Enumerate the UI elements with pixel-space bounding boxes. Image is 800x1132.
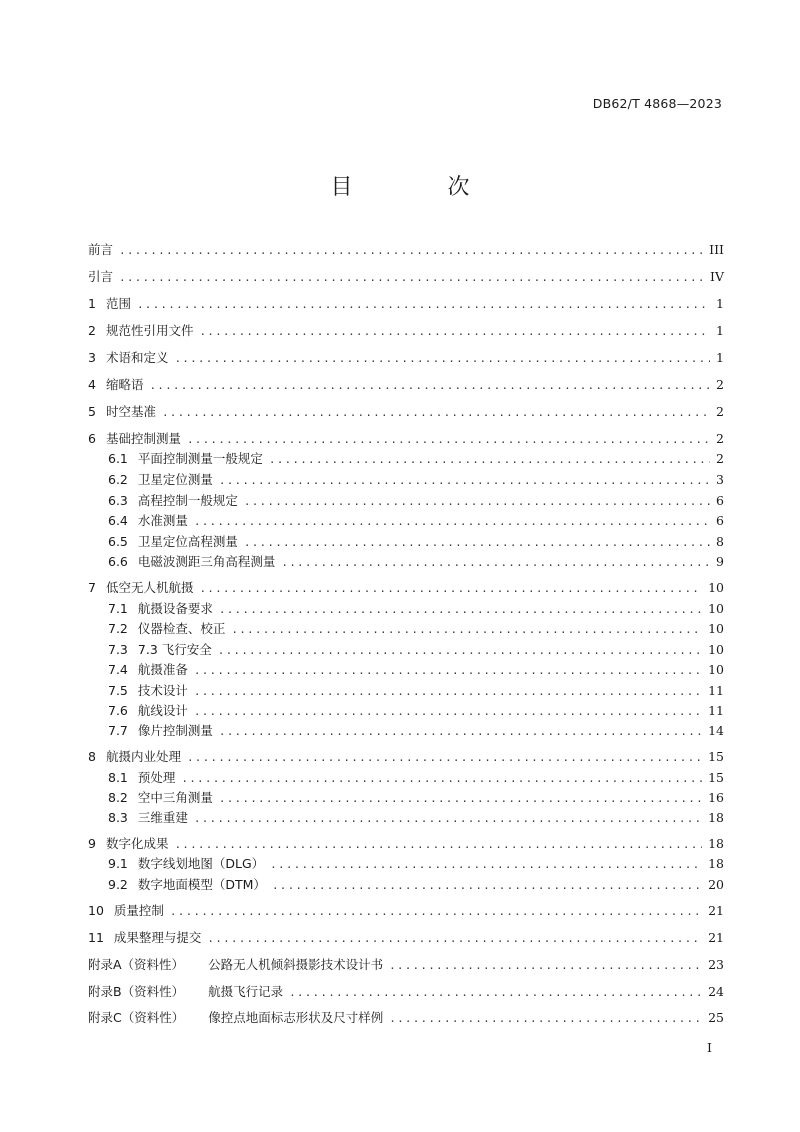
toc-entry-title: 空中三角测量 (137, 790, 213, 805)
toc-entry-label (88, 619, 225, 639)
toc-page-number: 15 (708, 770, 724, 785)
toc-leader-dots (194, 512, 710, 532)
toc-entry-label (88, 701, 188, 721)
toc-entry[interactable] (88, 267, 724, 287)
toc-leader-dots (269, 450, 710, 470)
toc-entry-label (88, 875, 266, 895)
toc-entry-title: 前言 (88, 242, 114, 257)
toc-page-number: 2 (716, 404, 724, 419)
toc-entry-number: 1 (88, 296, 96, 311)
toc-entry[interactable] (88, 834, 724, 854)
toc-entry-title: 时空基准 (105, 404, 156, 419)
document-code: DB62/T 4868—2023 (592, 96, 722, 111)
toc-leader-dots (389, 1009, 702, 1029)
toc-entry-title: 像控点地面标志形状及尺寸样例 (208, 1010, 384, 1025)
toc-appendix-entry[interactable] (88, 1008, 724, 1028)
toc-entry-title: 高程控制一般规定 (137, 493, 238, 508)
toc-entry-title: 卫星定位高程测量 (137, 534, 238, 549)
toc-page-number: 2 (716, 377, 724, 392)
toc-subentry[interactable] (88, 599, 724, 619)
toc-entry-number: 6.4 (108, 513, 128, 528)
toc-appendix-entry[interactable] (88, 955, 724, 975)
toc-entry-label (88, 449, 263, 469)
toc-leader-dots (244, 492, 710, 512)
toc-entry-number: 5 (88, 404, 96, 419)
toc-entry[interactable] (88, 375, 724, 395)
page-title: 目 次 (330, 175, 514, 200)
toc-entry-label (88, 982, 283, 1002)
toc-entry-label (88, 681, 188, 701)
toc-leader-dots (272, 876, 702, 896)
toc-entry-title: 成果整理与提交 (113, 930, 202, 945)
toc-entry-label (88, 429, 181, 449)
toc-entry-number: 7.5 (108, 683, 128, 698)
toc-leader-dots (187, 430, 710, 450)
toc-entry-title: 基础控制测量 (105, 431, 181, 446)
toc-entry-number: 9.2 (108, 877, 128, 892)
toc-leader-dots (219, 722, 702, 742)
toc-leader-dots (219, 471, 710, 491)
toc-entry-number: 2 (88, 323, 96, 338)
toc-page-number: 18 (708, 810, 724, 825)
toc-subentry[interactable] (88, 552, 724, 572)
toc-page-number: 14 (708, 723, 724, 738)
toc-subentry[interactable] (88, 681, 724, 701)
toc-leader-dots (281, 553, 710, 573)
toc-page-number: 2 (716, 431, 724, 446)
toc-page-number: III (709, 242, 724, 257)
toc-entry-label (88, 834, 168, 854)
toc-entry[interactable] (88, 402, 724, 422)
toc-entry[interactable] (88, 901, 724, 921)
toc-entry-number: 9 (88, 836, 96, 851)
toc-subentry[interactable] (88, 470, 724, 490)
toc-subentry[interactable] (88, 640, 724, 660)
toc-page-number: 18 (708, 856, 724, 871)
toc-page-number: 20 (708, 877, 724, 892)
toc-entry-label (88, 768, 175, 788)
toc-subentry[interactable] (88, 491, 724, 511)
toc-leader-dots (270, 855, 702, 875)
toc-page-number: 1 (716, 296, 724, 311)
toc-entry-title: 水准测量 (137, 513, 188, 528)
toc-appendix-tag: 附录C（资料性） (88, 1010, 185, 1025)
toc-page-number: 10 (708, 601, 724, 616)
toc-page-number: IV (710, 269, 724, 284)
toc-entry-label (88, 294, 131, 314)
toc-page-number: 25 (708, 1010, 724, 1025)
toc-entry-number: 9.1 (108, 856, 128, 871)
toc-entry-label (88, 491, 238, 511)
toc-entry-number: 6.6 (108, 554, 128, 569)
toc-entry-label (88, 854, 264, 874)
toc-leader-dots (194, 809, 702, 829)
toc-entry-title: 数字线划地图（DLG） (137, 856, 265, 871)
toc-entry-title: 卫星定位测量 (137, 472, 213, 487)
toc-entry-title: 数字地面模型（DTM） (137, 877, 266, 892)
toc-entry-label (88, 578, 193, 598)
toc-entry-label (88, 640, 212, 660)
toc-entry-number: 6 (88, 431, 96, 446)
toc-entry-number: 7.1 (108, 601, 128, 616)
toc-entry-title: 术语和定义 (105, 350, 169, 365)
page-number: I (707, 1040, 712, 1055)
toc-leader-dots (199, 579, 702, 599)
toc-entry-label (88, 788, 213, 808)
toc-subentry[interactable] (88, 788, 724, 808)
toc-entry-label (88, 721, 213, 741)
toc-subentry[interactable] (88, 449, 724, 469)
toc-page-number: 15 (708, 749, 724, 764)
toc-entry-title: 航摄准备 (137, 662, 188, 677)
toc-subentry[interactable] (88, 875, 724, 895)
toc-entry-title: 技术设计 (137, 683, 188, 698)
toc-entry-title: 数字化成果 (105, 836, 169, 851)
toc-page-number: 10 (708, 621, 724, 636)
toc-appendix-tag: 附录B（资料性） (88, 984, 185, 999)
toc-entry-title: 像片控制测量 (137, 723, 213, 738)
toc-leader-dots (218, 641, 702, 661)
toc-leader-dots (170, 902, 702, 922)
toc-entry-title: 航线设计 (137, 703, 188, 718)
toc-subentry[interactable] (88, 619, 724, 639)
toc-entry-number: 6.3 (108, 493, 128, 508)
toc-subentry[interactable] (88, 721, 724, 741)
toc-entry-label (88, 470, 213, 490)
toc-entry-label (88, 808, 188, 828)
toc-page-number: 21 (708, 930, 724, 945)
toc-entry-number: 6.2 (108, 472, 128, 487)
toc-entry-label (88, 660, 188, 680)
toc-entry-title: 质量控制 (113, 903, 164, 918)
toc-leader-dots (187, 748, 702, 768)
toc-subentry[interactable] (88, 808, 724, 828)
toc-leader-dots (137, 295, 710, 315)
toc-entry-number: 10 (88, 903, 104, 918)
toc-leader-dots (162, 403, 710, 423)
toc-entry[interactable] (88, 429, 724, 449)
toc-entry-label (88, 240, 113, 260)
toc-entry-label (88, 552, 275, 572)
toc-entry-label (88, 267, 113, 287)
toc-entry-number: 3 (88, 350, 96, 365)
toc-entry-number: 8 (88, 749, 96, 764)
toc-entry-number: 7.6 (108, 703, 128, 718)
toc-appendix-entry[interactable] (88, 982, 724, 1002)
toc-page-number: 3 (716, 472, 724, 487)
toc-entry-label (88, 511, 188, 531)
toc-entry-label (88, 901, 164, 921)
toc-leader-dots (149, 376, 710, 396)
toc-entry-number: 8.1 (108, 770, 128, 785)
toc-leader-dots (194, 702, 702, 722)
toc-leader-dots (119, 268, 704, 288)
toc-leader-dots (244, 533, 710, 553)
toc-entry-title: 7.3 飞行安全 (137, 642, 212, 657)
toc-page-number: 23 (708, 957, 724, 972)
toc-page-number: 10 (708, 580, 724, 595)
toc-page-number: 10 (708, 642, 724, 657)
toc-entry-title: 电磁波测距三角高程测量 (137, 554, 276, 569)
toc-entry-number: 6.1 (108, 451, 128, 466)
toc-page-number: 6 (716, 513, 724, 528)
toc-leader-dots (181, 769, 702, 789)
toc-entry-title: 仪器检查、校正 (137, 621, 226, 636)
toc-entry-title: 公路无人机倾斜摄影技术设计书 (208, 957, 384, 972)
toc-entry-number: 7 (88, 580, 96, 595)
toc-subentry[interactable] (88, 511, 724, 531)
toc-page-number: 11 (708, 683, 724, 698)
toc-entry-label (88, 955, 383, 975)
toc-entry-label (88, 375, 143, 395)
toc-leader-dots (194, 661, 702, 681)
toc-entry-title: 规范性引用文件 (105, 323, 194, 338)
toc-leader-dots (289, 983, 702, 1003)
toc-entry-title: 缩略语 (105, 377, 144, 392)
toc-entry-number: 7.3 (108, 642, 128, 657)
toc-entry-number: 4 (88, 377, 96, 392)
toc-page-number: 10 (708, 662, 724, 677)
toc-page-number: 9 (716, 554, 724, 569)
toc-entry-label (88, 1008, 383, 1028)
toc-entry[interactable] (88, 928, 724, 948)
toc-entry-number: 7.7 (108, 723, 128, 738)
toc-page-number: 21 (708, 903, 724, 918)
toc-leader-dots (174, 349, 710, 369)
toc-page-number: 6 (716, 493, 724, 508)
toc-entry[interactable] (88, 321, 724, 341)
toc-entry[interactable] (88, 747, 724, 767)
toc-entry-number: 8.3 (108, 810, 128, 825)
toc-entry-number: 6.5 (108, 534, 128, 549)
toc-entry-title: 航摄飞行记录 (208, 984, 284, 999)
toc-leader-dots (174, 835, 702, 855)
toc-entry-label (88, 348, 168, 368)
toc-page-number: 8 (716, 534, 724, 549)
toc-entry-label (88, 321, 193, 341)
toc-subentry[interactable] (88, 660, 724, 680)
toc-entry[interactable] (88, 294, 724, 314)
toc-entry-title: 低空无人机航摄 (105, 580, 194, 595)
toc-entry-label (88, 747, 181, 767)
toc-leader-dots (219, 600, 702, 620)
toc-subentry[interactable] (88, 768, 724, 788)
toc-entry-title: 范围 (105, 296, 131, 311)
toc-entry-title: 平面控制测量一般规定 (137, 451, 263, 466)
toc-page-number: 16 (708, 790, 724, 805)
toc-entry-label (88, 928, 201, 948)
toc-entry-label (88, 599, 213, 619)
toc-subentry[interactable] (88, 701, 724, 721)
toc-entry[interactable] (88, 348, 724, 368)
toc-entry[interactable] (88, 578, 724, 598)
toc-entry-label (88, 402, 156, 422)
toc-entry-title: 三维重建 (137, 810, 188, 825)
toc-leader-dots (119, 241, 703, 261)
toc-leader-dots (199, 322, 710, 342)
toc-entry-label (88, 532, 238, 552)
toc-entry-number: 11 (88, 930, 104, 945)
toc-entry-number: 7.2 (108, 621, 128, 636)
toc-entry-number: 8.2 (108, 790, 128, 805)
toc-page-number: 11 (708, 703, 724, 718)
toc-page-number: 2 (716, 451, 724, 466)
toc-page-number: 1 (716, 323, 724, 338)
toc-entry-title: 预处理 (137, 770, 176, 785)
toc-page-number: 24 (708, 984, 724, 999)
toc-page-number: 18 (708, 836, 724, 851)
toc-entry-title: 航摄设备要求 (137, 601, 213, 616)
toc-leader-dots (219, 789, 702, 809)
toc-appendix-tag: 附录A（资料性） (88, 957, 185, 972)
toc-leader-dots (207, 929, 702, 949)
toc-subentry[interactable] (88, 532, 724, 552)
toc-leader-dots (194, 682, 702, 702)
toc-leader-dots (389, 956, 702, 976)
toc-entry-title: 引言 (88, 269, 114, 284)
toc-leader-dots (231, 620, 702, 640)
toc-entry-number: 7.4 (108, 662, 128, 677)
toc-page-number: 1 (716, 350, 724, 365)
toc-subentry[interactable] (88, 854, 724, 874)
toc-entry[interactable] (88, 240, 724, 260)
toc-entry-title: 航摄内业处理 (105, 749, 181, 764)
